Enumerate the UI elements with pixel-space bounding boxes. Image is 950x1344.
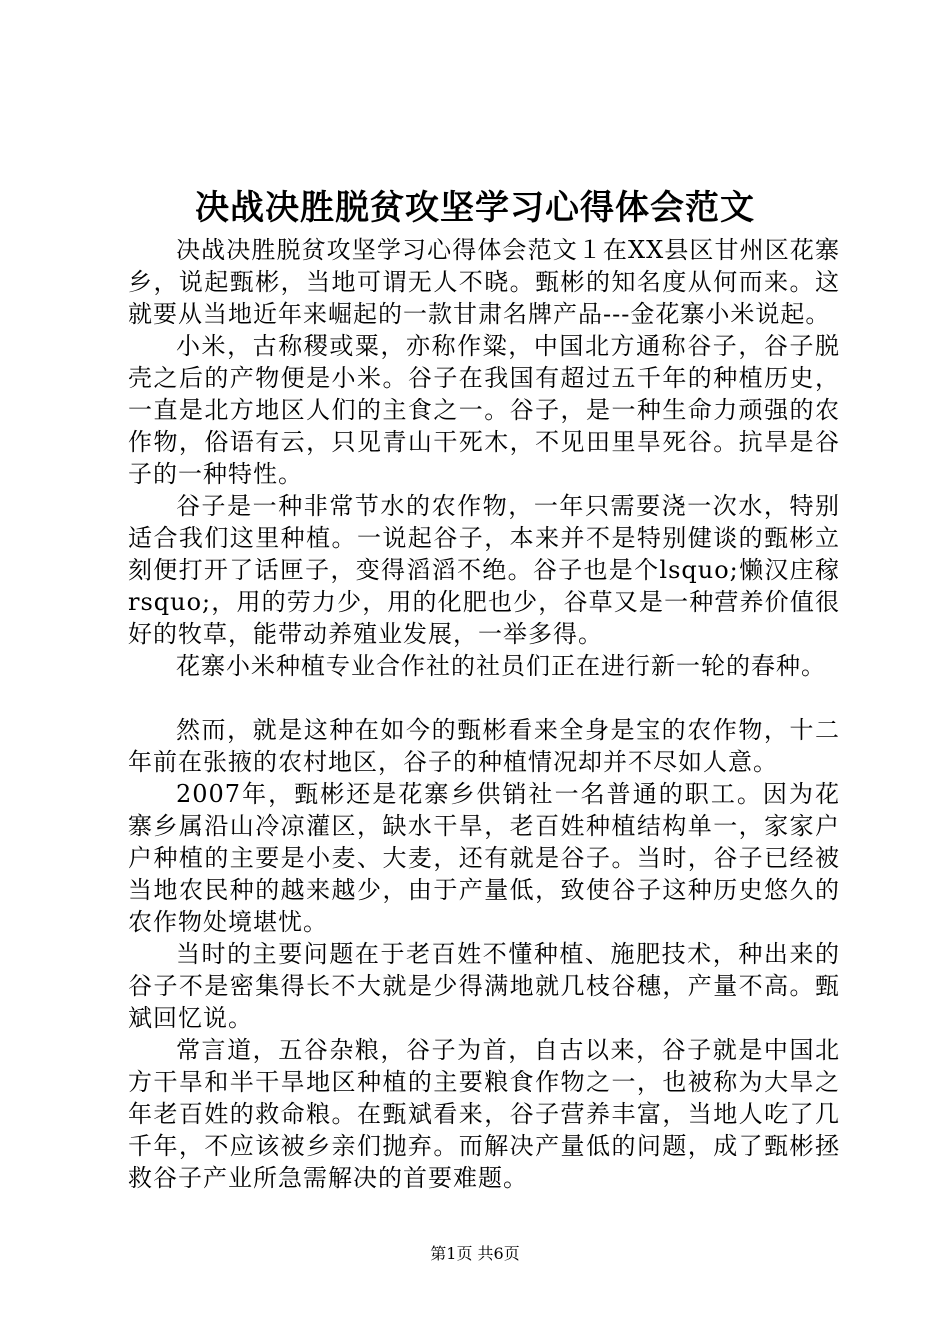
paragraph-4: 花寨小米种植专业合作社的社员们正在进行新一轮的春种。: [176, 652, 826, 680]
document-title: 决战决胜脱贫攻坚学习心得体会范文: [195, 188, 755, 228]
document-body: [128, 234, 840, 1194]
page-number: 第1页 共6页: [430, 1244, 520, 1263]
paragraph-1: 决战决胜脱贫攻坚学习心得体会范文１在XX县区甘州区花寨乡，说起甄彬，当地可谓无人不晓。甄彬的知名度从何而来。这就要从当地近年来崛起的一款甘肃名牌产品---金花寨小米说起。: [128, 236, 840, 328]
paragraph-5: 然而，就是这种在如今的甄彬看来全身是宝的农作物，十二年前在张掖的农村地区，谷子的种植情况却并不尽如人意。: [128, 716, 840, 776]
paragraph-8: 常言道，五谷杂粮，谷子为首，自古以来，谷子就是中国北方干旱和半干旱地区种植的主要粮食作物之一，也被称为大旱之年老百姓的救命粮。在甄斌看来，谷子营养丰富，当地人吃了几千年，不应该被乡亲们抛弃。而解决产量低的问题，成了甄彬拯救谷子产业所急需解决的首要难题。: [128, 1036, 840, 1192]
paragraph-3: 谷子是一种非常节水的农作物，一年只需要浇一次水，特别适合我们这里种植。一说起谷子，本来并不是特别健谈的甄彬立刻便打开了话匣子，变得滔滔不绝。谷子也是个lsquo;懒汉庄稼rsquo;，用的劳力少，用的化肥也少，谷草又是一种营养价值很好的牧草，能带动养殖业发展，一举多得。: [128, 492, 840, 648]
paragraph-7: 当时的主要问题在于老百姓不懂种植、施肥技术，种出来的谷子不是密集得长不大就是少得满地就几枝谷穗，产量不高。甄斌回忆说。: [128, 940, 840, 1032]
paragraph-2: 小米，古称稷或粟，亦称作粱，中国北方通称谷子，谷子脱壳之后的产物便是小米。谷子在我国有超过五千年的种植历史，一直是北方地区人们的主食之一。谷子，是一种生命力顽强的农作物，俗语有云，只见青山干死木，不见田里旱死谷。抗旱是谷子的一种特性。: [128, 332, 840, 488]
paragraph-gap: [128, 682, 840, 714]
paragraph-6: 2007年，甄彬还是花寨乡供销社一名普通的职工。因为花寨乡属沿山冷凉灌区，缺水干旱，老百姓种植结构单一，家家户户种植的主要是小麦、大麦，还有就是谷子。当时，谷子已经被当地农民种的越来越少，由于产量低，致使谷子这种历史悠久的农作物处境堪忧。: [128, 780, 840, 936]
